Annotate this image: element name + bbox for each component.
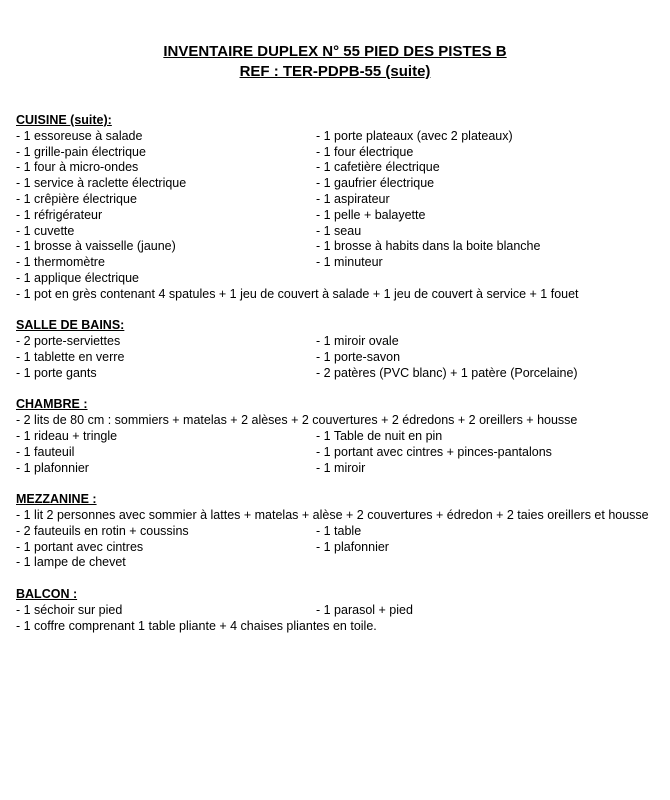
item-right: - 1 portant avec cintres + pinces-pantalons xyxy=(316,444,552,459)
document-title: INVENTAIRE DUPLEX N° 55 PIED DES PISTES B xyxy=(163,43,507,60)
item-left: - 1 crêpière électrique xyxy=(16,191,137,206)
item-left: - 1 portant avec cintres xyxy=(16,539,144,554)
item-right: - 1 pelle + balayette xyxy=(316,207,426,222)
list-item xyxy=(16,176,656,192)
list-item xyxy=(16,429,656,445)
list-item xyxy=(16,350,656,366)
list-item xyxy=(16,366,656,382)
item-left: - 1 rideau + tringle xyxy=(16,428,118,443)
section-chambre xyxy=(16,397,656,476)
item-right: - 1 porte plateaux (avec 2 plateaux) xyxy=(316,128,513,143)
item-right: - 1 plafonnier xyxy=(316,539,389,554)
section-heading-mezzanine: MEZZANINE : xyxy=(16,492,97,507)
list-item: - 1 pot en grès contenant 4 spatules + 1 jeu de couvert à salade + 1 jeu de couvert à service + 1 fouet xyxy=(16,286,579,301)
item-left: - 1 cuvette xyxy=(16,223,75,238)
item-left: - 1 réfrigérateur xyxy=(16,207,103,222)
item-left: - 1 essoreuse à salade xyxy=(16,128,143,143)
section-heading-balcon: BALCON : xyxy=(16,586,78,601)
item-right: - 1 brosse à habits dans la boite blanche xyxy=(316,239,541,254)
item-right: - 1 Table de nuit en pin xyxy=(316,428,443,443)
item-left: - 1 four à micro-ondes xyxy=(16,160,139,175)
section-heading-salle-de-bains: SALLE DE BAINS: xyxy=(16,318,125,333)
list-item xyxy=(16,129,656,145)
item-right: - 1 miroir ovale xyxy=(316,334,399,349)
list-item xyxy=(16,540,656,556)
item-right: - 1 aspirateur xyxy=(316,191,390,206)
section-salle-de-bains xyxy=(16,318,656,381)
item-right: - 1 minuteur xyxy=(316,255,383,270)
document-reference: REF : TER-PDPB-55 (suite) xyxy=(239,63,431,80)
list-item xyxy=(16,334,656,350)
item-right: - 1 gaufrier électrique xyxy=(316,176,435,191)
list-item: - 1 lampe de chevet xyxy=(16,555,126,570)
list-item: - 1 lit 2 personnes avec sommier à lattes + matelas + alèse + 2 couvertures + édredon + 2 taies oreillers et housse xyxy=(16,507,649,522)
inventory-content xyxy=(16,113,656,634)
list-item xyxy=(16,524,656,540)
item-left: - 1 brosse à vaisselle (jaune) xyxy=(16,239,176,254)
list-item xyxy=(16,145,656,161)
item-left: - 2 fauteuils en rotin + coussins xyxy=(16,523,189,538)
item-right: - 1 parasol + pied xyxy=(316,602,413,617)
list-item xyxy=(16,461,656,477)
item-right: - 2 patères (PVC blanc) + 1 patère (Porcelaine) xyxy=(316,365,578,380)
item-left: - 1 plafonnier xyxy=(16,460,89,475)
item-right: - 1 cafetière électrique xyxy=(316,160,440,175)
list-item xyxy=(16,192,656,208)
list-item xyxy=(16,603,656,619)
list-item: - 2 lits de 80 cm : sommiers + matelas + 2 alèses + 2 couvertures + 2 édredons + 2 oreillers + housse xyxy=(16,413,578,428)
section-cuisine xyxy=(16,113,656,303)
list-item xyxy=(16,239,656,255)
list-item xyxy=(16,255,656,271)
list-item: - 1 applique électrique xyxy=(16,270,139,285)
item-left: - 1 porte gants xyxy=(16,365,97,380)
list-item: - 1 coffre comprenant 1 table pliante + 4 chaises pliantes en toile. xyxy=(16,618,377,633)
item-left: - 1 thermomètre xyxy=(16,255,105,270)
section-heading-chambre: CHAMBRE : xyxy=(16,397,88,412)
list-item xyxy=(16,208,656,224)
item-left: - 1 fauteuil xyxy=(16,444,75,459)
item-right: - 1 table xyxy=(316,523,362,538)
item-left: - 2 porte-serviettes xyxy=(16,334,121,349)
item-left: - 1 service à raclette électrique xyxy=(16,176,187,191)
section-balcon xyxy=(16,587,656,634)
item-right: - 1 porte-savon xyxy=(316,349,401,364)
list-item xyxy=(16,160,656,176)
item-left: - 1 tablette en verre xyxy=(16,349,125,364)
section-heading-cuisine: CUISINE (suite): xyxy=(16,113,112,127)
list-item xyxy=(16,224,656,240)
section-mezzanine xyxy=(16,492,656,571)
item-left: - 1 grille-pain électrique xyxy=(16,144,146,159)
item-right: - 1 miroir xyxy=(316,460,366,475)
item-right: - 1 seau xyxy=(316,223,362,238)
item-left: - 1 séchoir sur pied xyxy=(16,602,123,617)
item-right: - 1 four électrique xyxy=(316,144,414,159)
list-item xyxy=(16,445,656,461)
